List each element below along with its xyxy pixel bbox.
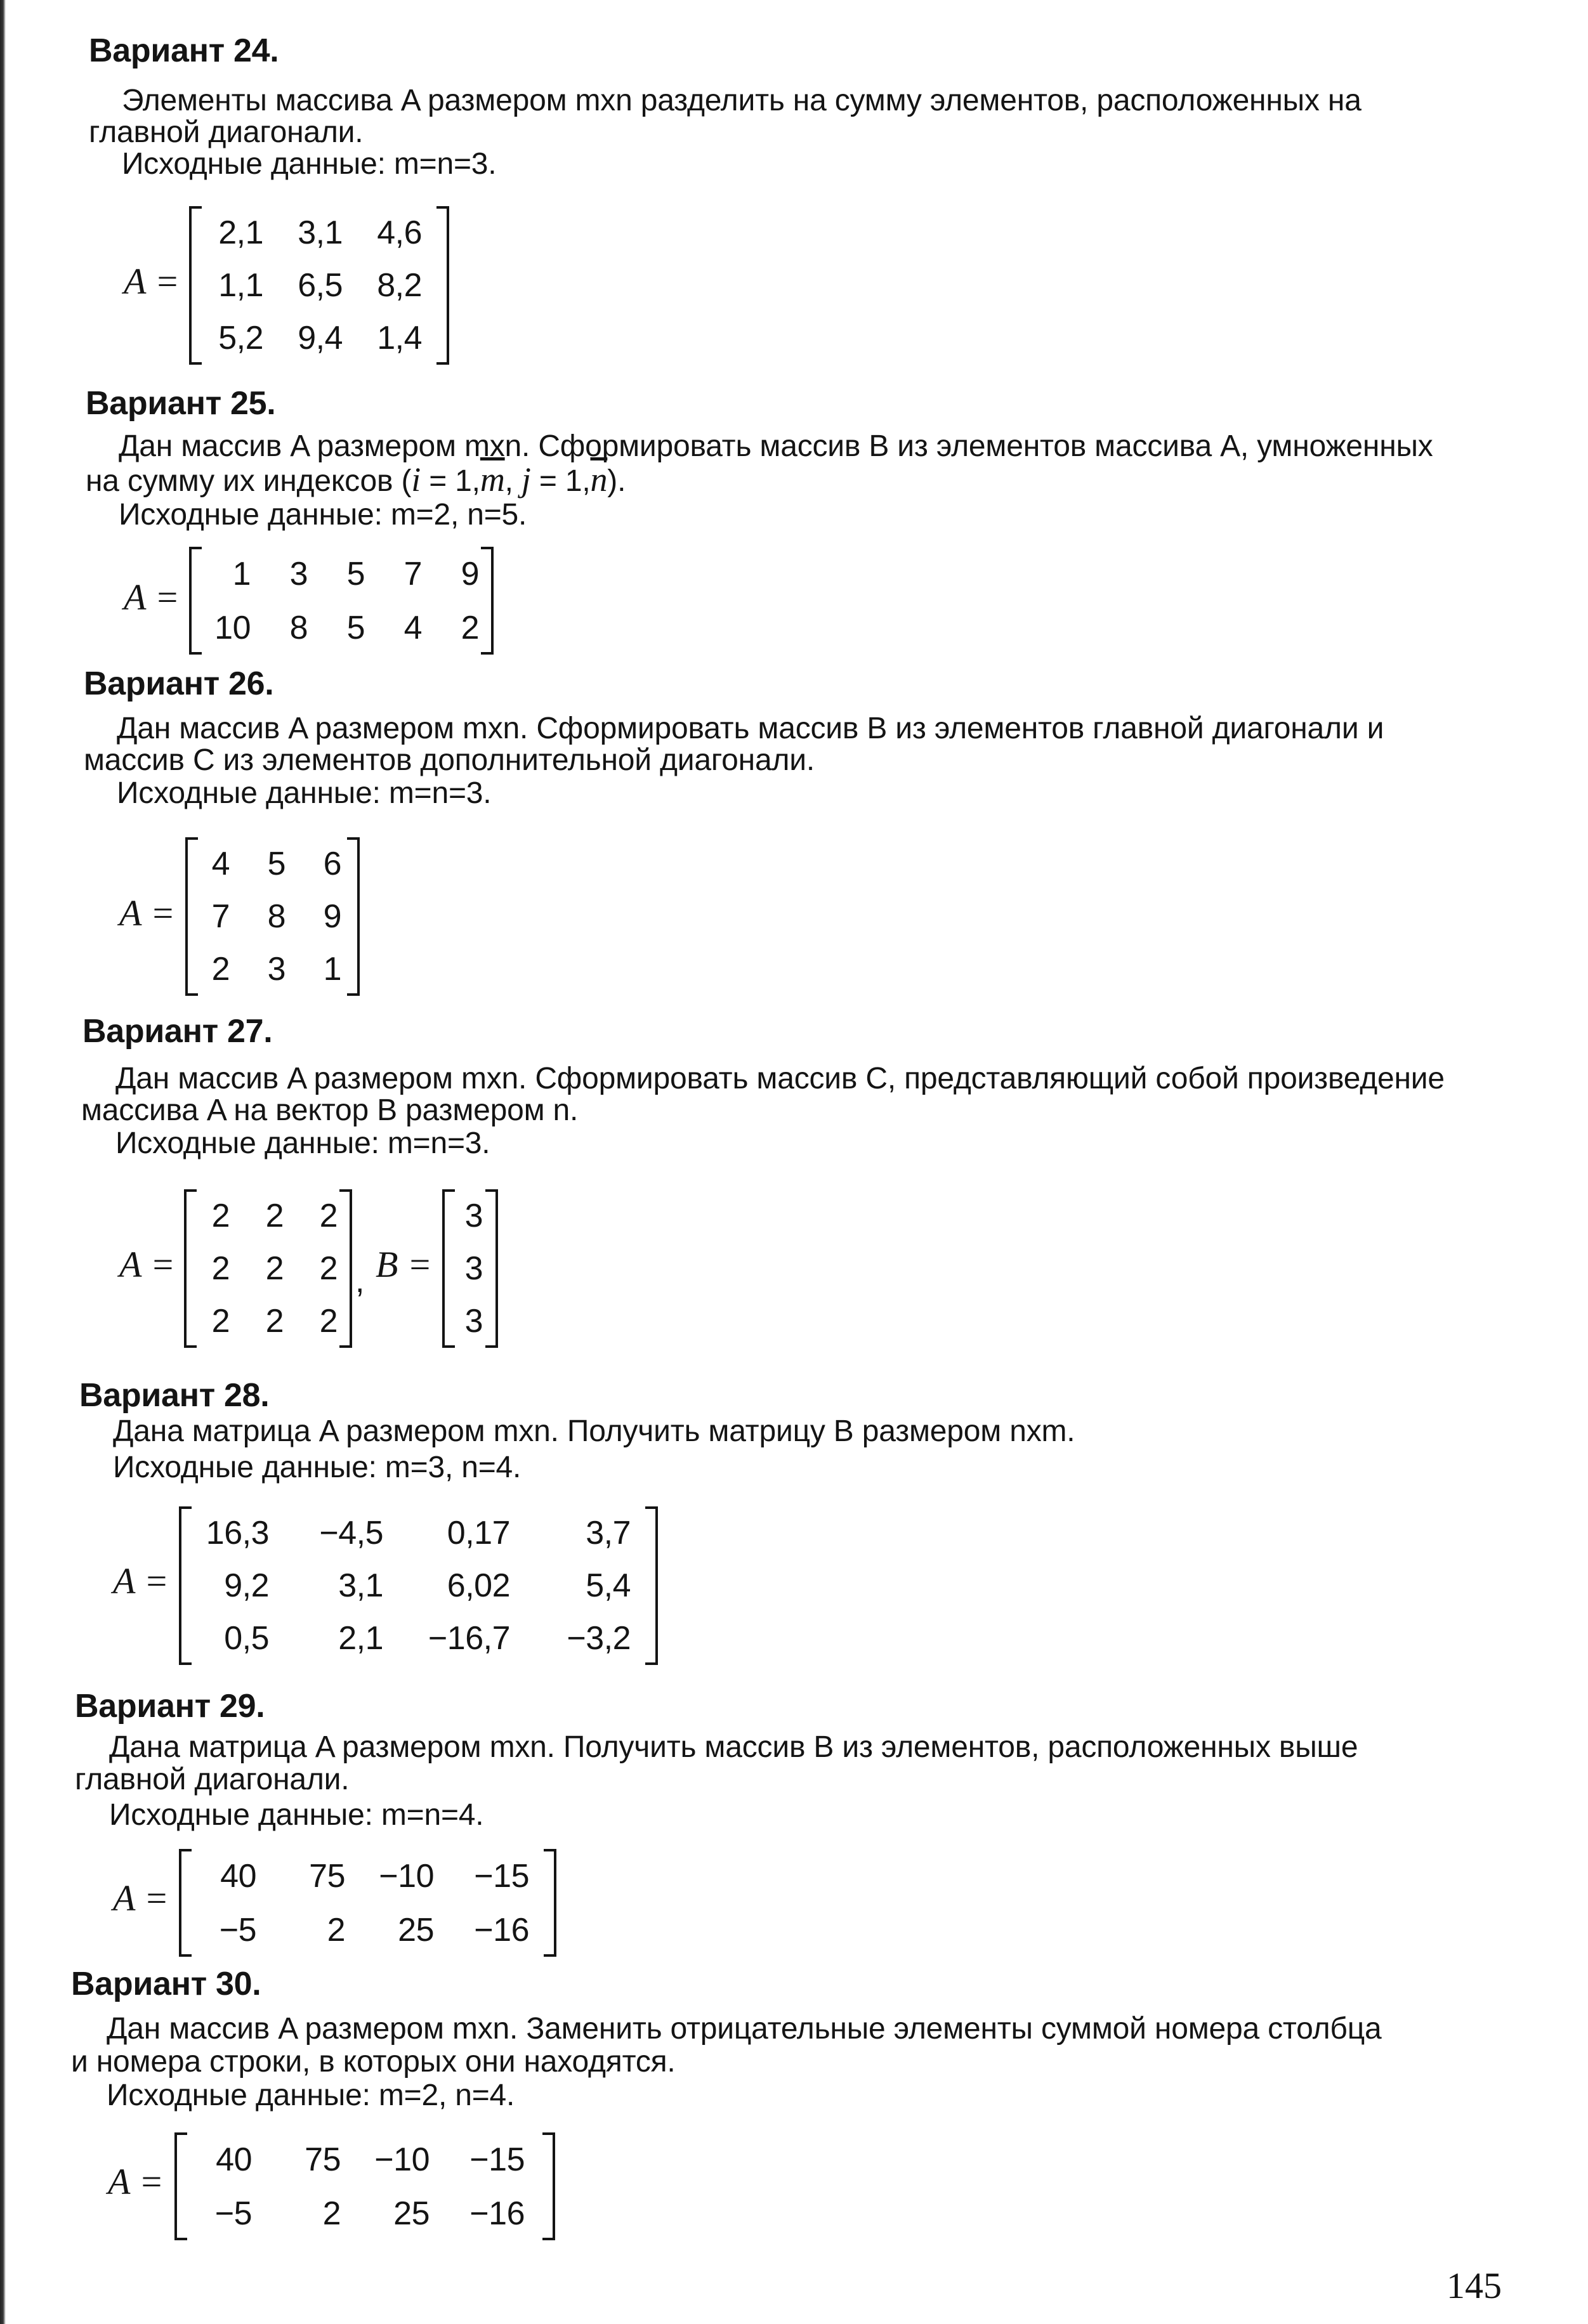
- vector: [442, 1189, 498, 1348]
- matrix-cell: 40: [220, 1857, 256, 1895]
- variant-heading: Вариант 29.: [75, 1688, 265, 1725]
- source-data: Исходные данные: m=n=4.: [109, 1798, 484, 1832]
- matrix-name: A =: [113, 1560, 169, 1602]
- matrix-cell: 25: [398, 1911, 434, 1949]
- matrix-cell: 2,1: [338, 1620, 383, 1657]
- task-line: и номера строки, в которых они находятся.: [71, 2045, 676, 2079]
- task-line: Дан массив A размером mxn. Сформировать массив B из элементов массива A, умноженных: [119, 429, 1433, 463]
- matrix-cell: 7: [211, 898, 230, 935]
- matrix-cell: 2,1: [218, 214, 263, 251]
- matrix: [174, 2132, 555, 2240]
- matrix-cell: 2: [327, 1911, 345, 1949]
- vector-cell: 3: [464, 1197, 483, 1234]
- matrix-cell: 1: [232, 555, 251, 592]
- source-data: Исходные данные: m=n=3.: [117, 776, 492, 810]
- matrix-cell: 2: [211, 1250, 230, 1287]
- task-line: Дан массив A размером mxn. Сформировать массив B из элементов главной диагонали и: [117, 712, 1384, 745]
- matrix-cell: 1,1: [218, 266, 263, 304]
- task-line: Дана матрица A размером mxn. Получить массив B из элементов, расположенных выше: [109, 1730, 1358, 1764]
- matrix: [185, 837, 360, 996]
- task-line: Дана матрица A размером mxn. Получить матрицу B размером nxm.: [113, 1414, 1075, 1448]
- source-data: Исходные данные: m=2, n=5.: [119, 498, 527, 532]
- matrix-name: A =: [124, 577, 180, 618]
- matrix-cell: 2: [211, 951, 230, 988]
- matrix-name: A =: [119, 892, 176, 934]
- matrix-cell: 1,4: [377, 320, 422, 357]
- matrix-name: A =: [113, 1877, 169, 1919]
- matrix: [179, 1849, 556, 1957]
- matrix-cell: 75: [309, 1857, 345, 1895]
- task-line: главной диагонали.: [75, 1763, 350, 1796]
- matrix-cell: 5,2: [218, 320, 263, 357]
- source-data: Исходные данные: m=2, n=4.: [107, 2079, 515, 2112]
- page-binding-edge: [0, 0, 6, 2324]
- task-line: на сумму их индексов ($i = 1,\overline{m}$, $j = 1,\overline{n}$).: [86, 460, 626, 499]
- matrix-cell: 9: [323, 898, 341, 935]
- source-data: Исходные данные: m=n=3.: [122, 147, 497, 181]
- matrix: [184, 1189, 352, 1348]
- matrix-cell: 5: [346, 609, 365, 646]
- matrix-cell: −16,7: [428, 1620, 510, 1657]
- vector-cell: 3: [464, 1303, 483, 1340]
- matrix-cell: 0,5: [224, 1620, 269, 1657]
- matrix-cell: 16,3: [206, 1514, 269, 1551]
- matrix-cell: 5: [267, 845, 285, 882]
- matrix-cell: 9: [461, 555, 479, 592]
- matrix: [189, 547, 494, 655]
- matrix-cell: 4: [211, 845, 230, 882]
- matrix-cell: 5: [346, 555, 365, 592]
- vector-cell: 3: [464, 1250, 483, 1287]
- matrix-cell: 2: [265, 1303, 284, 1340]
- matrix-name: A =: [119, 1244, 176, 1285]
- matrix-cell: 8,2: [377, 266, 422, 304]
- matrix-cell: 7: [404, 555, 422, 592]
- matrix-cell: −4,5: [319, 1514, 383, 1551]
- matrix-cell: 5,4: [586, 1567, 631, 1604]
- matrix-name: A =: [124, 261, 180, 302]
- task-line: массив C из элементов дополнительной диагонали.: [84, 743, 815, 777]
- matrix-cell: 10: [214, 609, 251, 646]
- matrix-cell: 1: [323, 951, 341, 988]
- matrix-cell: 2: [322, 2195, 341, 2232]
- source-data: Исходные данные: m=n=3.: [115, 1126, 490, 1160]
- matrix-cell: 40: [216, 2141, 252, 2178]
- variant-heading: Вариант 25.: [86, 385, 276, 422]
- page-number: 145: [1447, 2265, 1502, 2306]
- matrix-cell: 2: [265, 1250, 284, 1287]
- matrix-cell: −10: [379, 1857, 434, 1895]
- task-line: Дан массив A размером mxn. Заменить отрицательные элементы суммой номера столбца: [107, 2012, 1382, 2046]
- source-data: Исходные данные: m=3, n=4.: [113, 1451, 522, 1484]
- matrix: [189, 206, 449, 365]
- matrix-separator: ,: [355, 1263, 365, 1300]
- variant-heading: Вариант 28.: [79, 1377, 270, 1414]
- matrix-cell: 9,2: [224, 1567, 269, 1604]
- matrix-cell: 6,5: [298, 266, 343, 304]
- matrix-cell: 0,17: [447, 1514, 510, 1551]
- matrix: [179, 1506, 658, 1665]
- matrix-cell: 75: [305, 2141, 341, 2178]
- task-line: Элементы массива A размером mxn разделить на сумму элементов, расположенных на: [122, 84, 1362, 117]
- matrix-name: A =: [108, 2161, 164, 2202]
- matrix-cell: 8: [267, 898, 285, 935]
- matrix-cell: 8: [289, 609, 308, 646]
- matrix-cell: 4: [404, 609, 422, 646]
- matrix-cell: 3,1: [298, 214, 343, 251]
- matrix-cell: 3,1: [338, 1567, 383, 1604]
- matrix-cell: −5: [214, 2195, 252, 2232]
- matrix-cell: 6,02: [447, 1567, 510, 1604]
- matrix-cell: −15: [474, 1857, 529, 1895]
- index-formula: ($i = 1,\overline{m}$, $j = 1,\overline{n}$).: [401, 460, 626, 499]
- matrix-cell: 2: [319, 1250, 338, 1287]
- variant-heading: Вариант 24.: [89, 32, 279, 69]
- matrix-cell: −3,2: [567, 1620, 631, 1657]
- matrix-cell: 25: [393, 2195, 430, 2232]
- matrix-cell: −10: [374, 2141, 430, 2178]
- matrix-name: B =: [376, 1244, 433, 1285]
- matrix-cell: 4,6: [377, 214, 422, 251]
- matrix-cell: −16: [469, 2195, 525, 2232]
- matrix-cell: 2: [461, 609, 479, 646]
- matrix-cell: 3: [289, 555, 308, 592]
- matrix-cell: 2: [211, 1303, 230, 1340]
- matrix-cell: −15: [469, 2141, 525, 2178]
- task-line: главной диагонали.: [89, 115, 364, 149]
- matrix-cell: −16: [474, 1911, 529, 1949]
- task-line: массива A на вектор B размером n.: [81, 1093, 579, 1127]
- variant-heading: Вариант 26.: [84, 665, 274, 702]
- matrix-cell: 2: [319, 1197, 338, 1234]
- variant-heading: Вариант 27.: [82, 1013, 273, 1050]
- variant-heading: Вариант 30.: [71, 1966, 261, 2002]
- task-line: Дан массив A размером mxn. Сформировать массив C, представляющий собой произведение: [115, 1062, 1445, 1095]
- matrix-cell: 2: [211, 1197, 230, 1234]
- matrix-cell: 9,4: [298, 320, 343, 357]
- matrix-cell: 2: [265, 1197, 284, 1234]
- matrix-cell: −5: [219, 1911, 256, 1949]
- matrix-cell: 2: [319, 1303, 338, 1340]
- matrix-cell: 3,7: [586, 1514, 631, 1551]
- matrix-cell: 3: [267, 951, 285, 988]
- matrix-cell: 6: [323, 845, 341, 882]
